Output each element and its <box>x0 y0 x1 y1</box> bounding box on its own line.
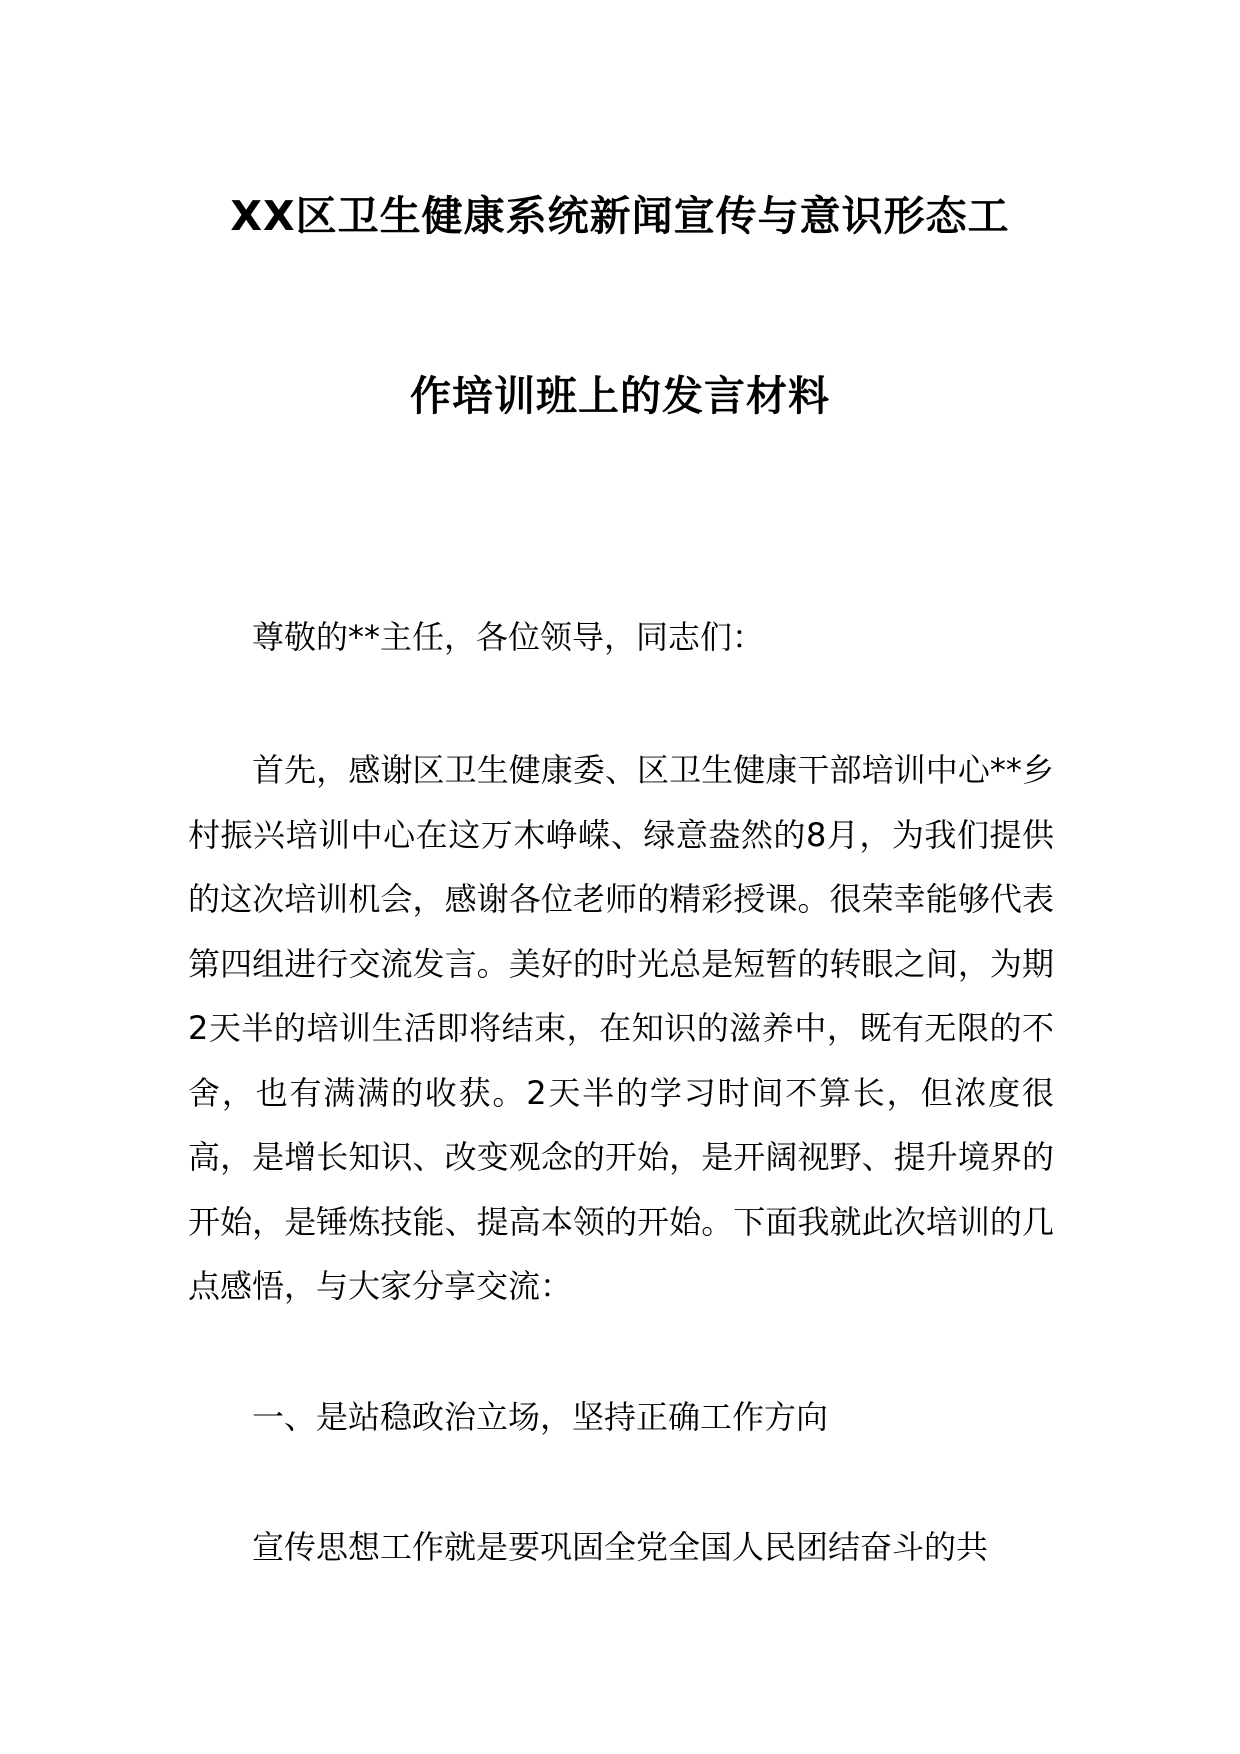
document-title-line-1: XX区卫生健康系统新闻宣传与意识形态工 <box>230 192 1010 240</box>
section-heading-1: 一、是站稳政治立场，坚持正确工作方向 <box>252 1398 829 1436</box>
greeting: 尊敬的**主任，各位领导，同志们： <box>252 618 765 656</box>
paragraph-section-1: 宣传思想工作就是要巩固全党全国人民团结奋斗的共 <box>252 1528 989 1566</box>
document-title-line-2: 作培训班上的发言材料 <box>410 372 830 420</box>
paragraph-intro: 首先，感谢区卫生健康委、区卫生健康干部培训中心**乡村振兴培训中心在这万木峥嵘、绿意盎然的8月，为我们提供的这次培训机会，感谢各位老师的精彩授课。很荣幸能够代表第四组进行交流发言。美好的时光总是短暂的转眼之间，为期2天半的培训生活即将结束，在知识的滋养中，既有无限的不舍，也有满满的收获。2天半的学习时间不算长，但浓度很高，是增长知识、改变观念的开始，是开阔视野、提升境界的开始，是锤炼技能、提高本领的开始。下面我就此次培训的几点感悟，与大家分享交流： <box>188 751 1054 1305</box>
